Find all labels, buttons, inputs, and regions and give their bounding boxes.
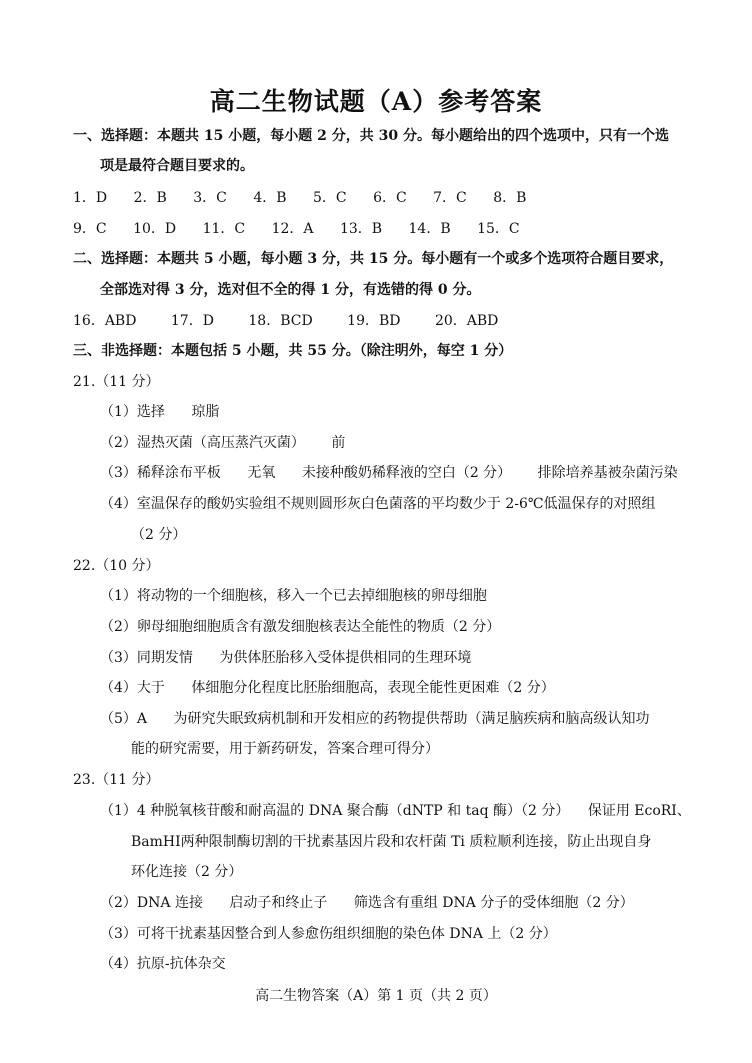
answer-item: 18．BCD bbox=[248, 313, 313, 329]
answer-item: 9．C bbox=[73, 221, 107, 237]
q21-part2 bbox=[100, 433, 345, 453]
answer-text: （1）4 种脱氧核苷酸和耐高温的 DNA 聚合酶（dNTP 和 taq 酶）（2 分） bbox=[100, 803, 570, 819]
answer-item: 4．B bbox=[253, 190, 287, 206]
answer-item: 12．A bbox=[271, 221, 314, 237]
section1-answers-row1 bbox=[73, 188, 526, 208]
q21-part4-line2: （2 分） bbox=[131, 527, 187, 543]
answer-text: 筛选含有重组 DNA 分子的受体细胞（2 分） bbox=[353, 895, 634, 911]
section1-instruction-line2: 项是最符合题目要求的。 bbox=[100, 158, 254, 174]
q23-part2 bbox=[100, 893, 634, 913]
answer-item: 1．D bbox=[73, 190, 108, 206]
answer-item: 3．C bbox=[193, 190, 227, 206]
answer-item: 11．C bbox=[202, 221, 246, 237]
answer-item: 5．C bbox=[312, 190, 347, 206]
q23-part1-line2: BamHⅠ两种限制酶切割的干扰素基因片段和农杆菌 Ti 质粒顺利连接，防止出现自身 bbox=[131, 834, 652, 850]
answer-text: 未接种酸奶稀释液的空白（2 分） bbox=[301, 465, 512, 481]
section2-instruction-line2: 全部选对得 3 分，选对但不全的得 1 分，有选错的得 0 分。 bbox=[100, 282, 481, 298]
answer-item: 7．C bbox=[433, 190, 467, 206]
q23-header: 23.（11 分） bbox=[73, 772, 160, 788]
answer-text: 前 bbox=[331, 435, 346, 451]
section1-instruction-line1: 一、选择题：本题共 15 小题，每小题 2 分，共 30 分。每小题给出的四个选项中，只有一个选 bbox=[73, 128, 669, 144]
q22-part4 bbox=[100, 678, 555, 698]
answer-text: 无氧 bbox=[247, 465, 276, 481]
answer-text: 体细胞分化程度比胚胎细胞高，表现全能性更困难（2 分） bbox=[191, 680, 555, 696]
answer-text: （4）大于 bbox=[100, 680, 165, 696]
section1-answers-row2 bbox=[73, 219, 520, 239]
answer-text: 保证用 EcoRⅠ、 bbox=[587, 803, 691, 819]
q23-part3: （3）可将干扰素基因整合到人参愈伤组织细胞的染色体 DNA 上（2 分） bbox=[100, 926, 557, 942]
answer-item: 10．D bbox=[133, 221, 177, 237]
answer-text: （2）DNA 连接 bbox=[100, 895, 203, 911]
section2-answers bbox=[73, 311, 498, 331]
answer-text: （2）湿热灭菌（高压蒸汽灭菌） bbox=[100, 435, 305, 451]
answer-item: 17．D bbox=[170, 313, 214, 329]
q22-header: 22.（10 分） bbox=[73, 558, 160, 574]
q23-part1-line3: 环化连接（2 分） bbox=[131, 864, 243, 880]
answer-item: 20．ABD bbox=[434, 313, 499, 329]
page-footer: 高二生物答案（A）第 1 页（共 2 页） bbox=[255, 988, 497, 1004]
answer-item: 6．C bbox=[373, 190, 407, 206]
answer-text: （3）稀释涂布平板 bbox=[100, 465, 221, 481]
q22-part5-line2: 能的研究需要，用于新药研发，答案合理可得分） bbox=[131, 741, 439, 757]
q21-part1 bbox=[100, 402, 219, 422]
answer-item: 16．ABD bbox=[73, 313, 137, 329]
answer-text: （3）同期发情 bbox=[100, 650, 193, 666]
q22-part5-line1 bbox=[100, 709, 649, 729]
answer-text: 琼脂 bbox=[191, 404, 220, 420]
answer-text: 启动子和终止子 bbox=[229, 895, 328, 911]
section3-instruction: 三、非选择题：本题包括 5 小题，共 55 分。（除注明外，每空 1 分） bbox=[73, 343, 513, 359]
answer-item: 13．B bbox=[339, 221, 383, 237]
q21-header: 21.（11 分） bbox=[73, 374, 160, 390]
q22-part3 bbox=[100, 648, 471, 668]
answer-item: 15．C bbox=[477, 221, 520, 237]
answer-text: 为供体胚胎移入受体提供相同的生理环境 bbox=[219, 650, 472, 666]
answer-item: 19．BD bbox=[347, 313, 401, 329]
answer-text: （1）选择 bbox=[100, 404, 165, 420]
q23-part1-line1 bbox=[100, 801, 691, 821]
section2-instruction-line1: 二、选择题：本题共 5 小题，每小题 3 分，共 15 分。每小题有一个或多个选项符合题目要求， bbox=[73, 251, 674, 267]
q22-part1: （1）将动物的一个细胞核，移入一个已去掉细胞核的卵母细胞 bbox=[100, 588, 487, 604]
q21-part3 bbox=[100, 463, 678, 483]
answer-item: 8．B bbox=[493, 190, 527, 206]
answer-text: 排除培养基被杂菌污染 bbox=[537, 465, 678, 481]
answer-text: （5）A bbox=[100, 711, 148, 727]
q21-part4-line1: （4）室温保存的酸奶实验组不规则圆形灰白色菌落的平均数少于 2-6℃低温保存的对照组 bbox=[100, 496, 656, 512]
page-title: 高二生物试题（A）参考答案 bbox=[209, 87, 543, 116]
answer-text: 为研究失眠致病机制和开发相应的药物提供帮助（满足脑疾病和脑高级认知功 bbox=[173, 711, 650, 727]
q23-part4: （4）抗原-抗体杂交 bbox=[100, 956, 226, 972]
q22-part2: （2）卵母细胞细胞质含有激发细胞核表达全能性的物质（2 分） bbox=[100, 619, 501, 635]
answer-item: 14．B bbox=[408, 221, 451, 237]
answer-item: 2．B bbox=[133, 190, 167, 206]
